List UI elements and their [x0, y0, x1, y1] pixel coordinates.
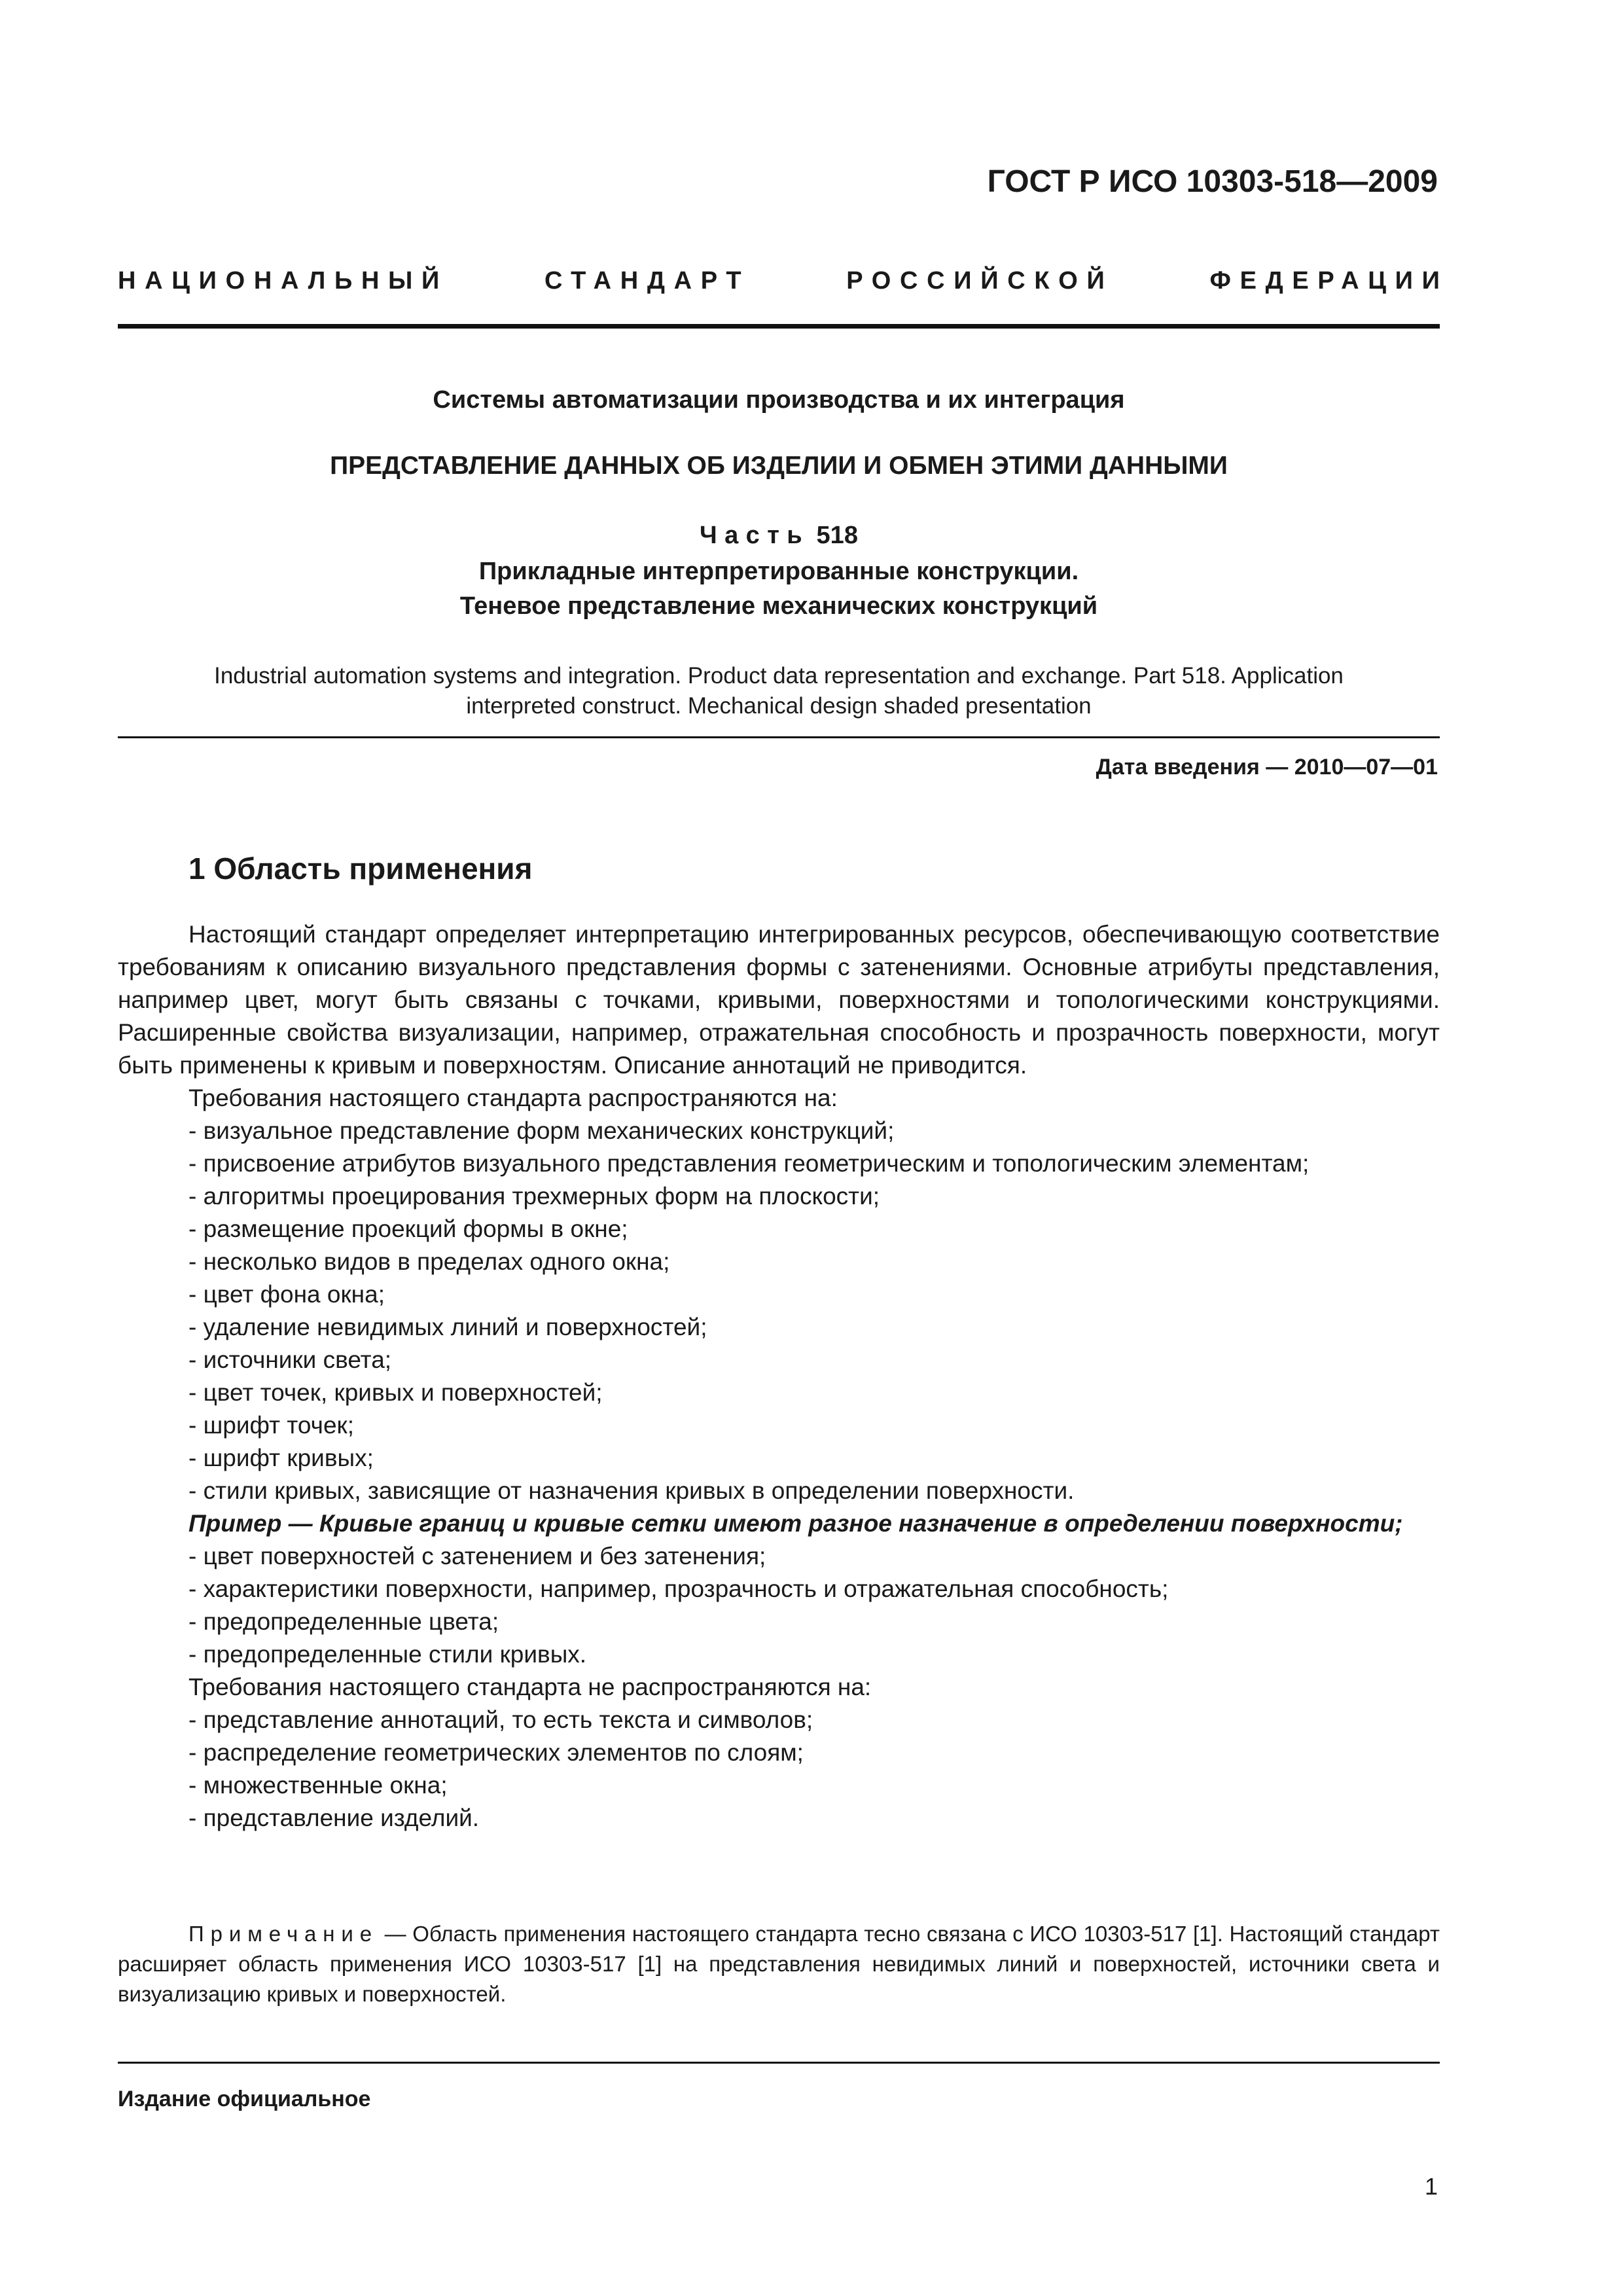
example-text: Пример — Кривые границ и кривые сетки имеют разное назначение в определении поверхности; [188, 1510, 1403, 1537]
introduction-date: Дата введения — 2010—07—01 [1096, 755, 1438, 780]
part-label [118, 522, 1440, 550]
applies-intro: Требования настоящего стандарта распространяются на: [188, 1085, 838, 1111]
english-title-line2: interpreted construct. Mechanical design shaded presentation [466, 693, 1092, 719]
list-item: - шрифт точек; [188, 1412, 355, 1439]
part-title-line2: Теневое представление механических конструкций [459, 592, 1098, 620]
note-paragraph [118, 1919, 1440, 2009]
list-item: - цвет точек, кривых и поверхностей; [188, 1379, 603, 1406]
list-item: - несколько видов в пределах одного окна; [188, 1248, 670, 1275]
list-item: - удаление невидимых линий и поверхностей; [188, 1314, 707, 1340]
footer-rule [118, 2062, 1440, 2064]
document-title: ПРЕДСТАВЛЕНИЕ ДАННЫХ ОБ ИЗДЕЛИИ И ОБМЕН ЭТИМИ ДАННЫМИ [330, 452, 1228, 480]
part-number: 518 [816, 522, 858, 549]
list-item: - шрифт кривых; [188, 1444, 374, 1471]
list-item: - представление аннотаций, то есть текста и символов; [188, 1706, 813, 1733]
title-rule [118, 736, 1440, 738]
list-item: - представление изделий. [188, 1804, 480, 1831]
note-text: — Область применения настоящего стандарта тесно связана с ИСО 10303-517 [1]. Настоящий стандарт расширяет область применения ИСО 10303-517 [1] на представления невидимых линий и поверхностей, источники света и визуализацию кривых и поверхностей. [118, 1922, 1440, 2006]
intro-paragraph: Настоящий стандарт определяет интерпретацию интегрированных ресурсов, обеспечивающую соответствие требованиям к описанию визуального представления формы с затенениями. Основные атрибуты представления, например цвет, могут быть связаны с точками, кривыми, поверхностями и топологическими конструкциями. Расширенные свойства визуализации, например, отражательная способность и прозрачность поверхности, могут быть применены к кривым и поверхностям. Описание аннотаций не приводится. [118, 921, 1440, 1079]
list-item: - размещение проекций формы в окне; [188, 1215, 628, 1242]
national-standard-heading [118, 267, 1449, 295]
list-item: - источники света; [188, 1346, 392, 1373]
english-title [118, 661, 1440, 721]
header-rule [118, 324, 1440, 329]
not-applies-intro: Требования настоящего стандарта не распространяются на: [188, 1674, 872, 1700]
list-item: - характеристики поверхности, например, прозрачность и отражательная способность; [188, 1575, 1169, 1602]
part-word: Часть [700, 522, 810, 549]
list-item: - цвет поверхностей с затенением и без затенения; [188, 1543, 766, 1570]
national-standard-word: СТАНДАРТ [544, 267, 751, 295]
english-title-line1: Industrial automation systems and integration. Product data representation and exchange. Part 518. Application [214, 663, 1344, 689]
national-standard-word: ФЕДЕРАЦИИ [1209, 267, 1449, 295]
list-item: - предопределенные стили кривых. [188, 1641, 587, 1668]
page-number: 1 [1424, 2173, 1438, 2200]
section-heading: 1 Область применения [188, 852, 533, 886]
list-item: - алгоритмы проецирования трехмерных форм на плоскости; [188, 1183, 880, 1210]
national-standard-word: РОССИЙСКОЙ [846, 267, 1114, 295]
document-subtitle: Системы автоматизации производства и их интеграция [433, 386, 1125, 414]
list-item: - стили кривых, зависящие от назначения кривых в определении поверхности. [188, 1477, 1075, 1504]
list-item: - визуальное представление форм механических конструкций; [188, 1117, 895, 1144]
edition-label: Издание официальное [118, 2087, 371, 2111]
national-standard-word: НАЦИОНАЛЬНЫЙ [118, 267, 448, 295]
note-label: Примечание [188, 1922, 379, 1946]
list-item: - распределение геометрических элементов по слоям; [188, 1739, 804, 1766]
list-item: - множественные окна; [188, 1772, 448, 1799]
list-item: - присвоение атрибутов визуального представления геометрическим и топологическим элементам; [188, 1150, 1310, 1177]
list-item: - предопределенные цвета; [188, 1608, 499, 1635]
part-title-line1: Прикладные интерпретированные конструкции. [478, 558, 1079, 585]
section-body [118, 918, 1440, 1835]
list-item: - цвет фона окна; [188, 1281, 385, 1308]
gost-number: ГОСТ Р ИСО 10303-518—2009 [987, 164, 1438, 199]
